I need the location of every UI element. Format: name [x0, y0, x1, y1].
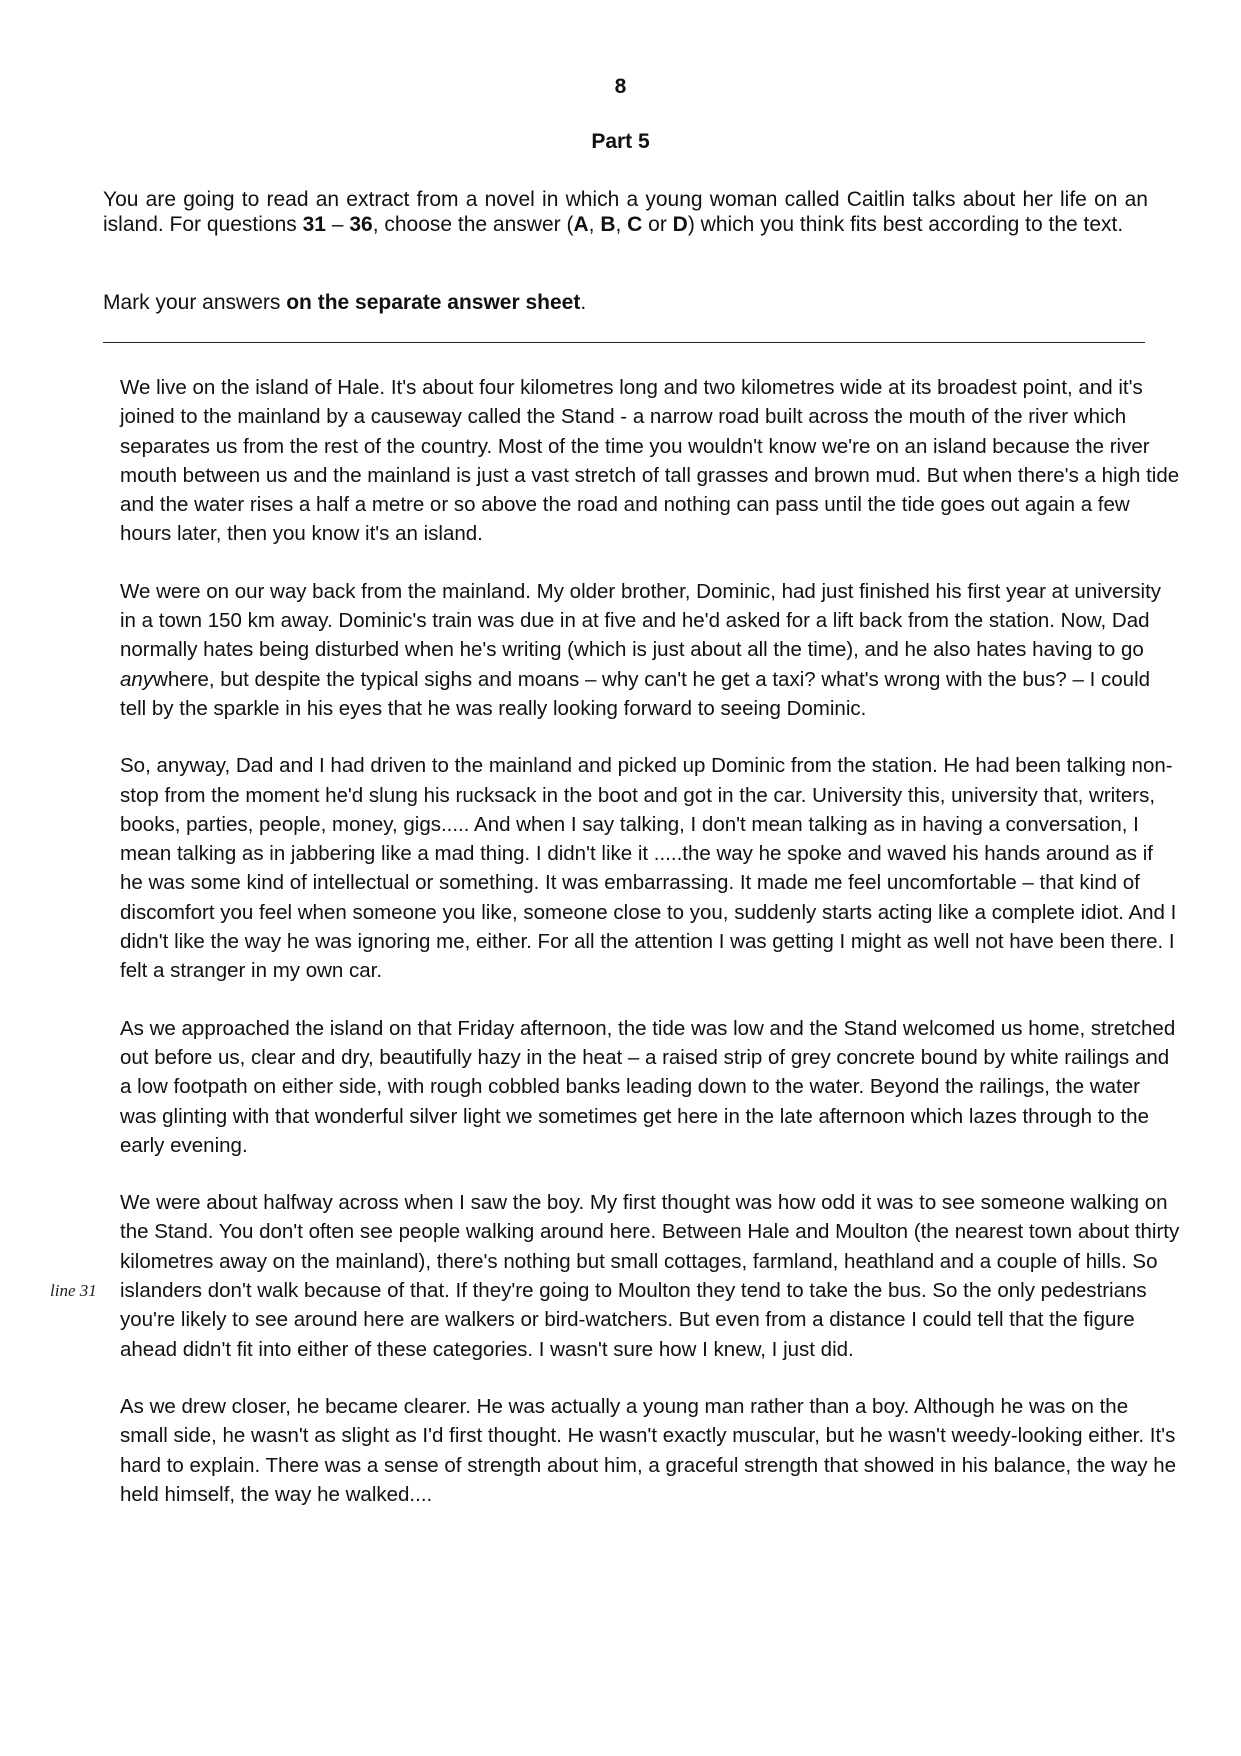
page-number: 8	[614, 75, 627, 98]
mark-bold: on the separate answer sheet	[286, 291, 581, 314]
separator: ,	[588, 213, 601, 236]
mark-suffix: .	[580, 291, 587, 314]
line-marker: line 31	[50, 1281, 97, 1301]
instructions	[103, 187, 1148, 237]
separator: or	[642, 213, 673, 236]
divider	[103, 342, 1145, 343]
paragraph-2-part-b: where, but despite the typical sighs and moans – why can't he get a taxi? what's wrong with the bus? – I could tell by the sparkle in his eyes that he was really looking forward to seeing Dominic.	[120, 667, 1151, 720]
question-start: 31	[302, 213, 326, 236]
instructions-intro: You are going to read an extract from a novel in which a young woman called Caitlin talks about her life on an island. For questions	[103, 188, 1148, 236]
instructions-choose: , choose the answer (	[372, 213, 574, 236]
part-title: Part 5	[591, 130, 650, 153]
paragraph-5-text: We were about halfway across when I saw the boy. My first thought was how odd it was to see someone walking on the Stand. You don't often see people walking around here. Between Hale and Moulton (the nearest town about thirty kilometres away on the mainland), there's nothing but small cottages, farmland, heathland and a couple of hills. So islanders don't walk because of that. If they're going to Moulton they tend to take the bus. So the only pedestrians you're likely to see around here are walkers or bird-watchers. But even from a distance I could tell that the figure ahead didn't fit into either of these categories. I wasn't sure how I knew, I just did.	[120, 1191, 1180, 1361]
mark-answers-note	[103, 290, 1148, 315]
separator: ,	[615, 213, 628, 236]
paragraph-2	[120, 577, 1180, 723]
mark-prefix: Mark your answers	[103, 291, 287, 314]
paragraph-5	[50, 1188, 1180, 1364]
instructions-text	[103, 187, 1148, 237]
question-dash: –	[325, 213, 350, 236]
question-end: 36	[349, 213, 373, 236]
option-c: C	[627, 213, 643, 236]
paragraph-3: So, anyway, Dad and I had driven to the mainland and picked up Dominic from the station. He had been talking non-stop from the moment he'd slung his rucksack in the boot and got in the car. University this, university that, writers, books, parties, people, money, gigs..... And when I say talking, I don't mean talking as in having a conversation, I mean talking as in jabbering like a mad thing. I didn't like it .....the way he spoke and waved his hands around as if he was some kind of intellectual or something. It was embarrassing. It made me feel uncomfortable – that kind of discomfort you feel when someone you like, someone close to you, suddenly starts acting like a complete idiot. And I didn't like the way he was ignoring me, either. For all the attention I was getting I might as well not have been there. I felt a stranger in my own car.	[120, 754, 1177, 983]
option-d: D	[672, 213, 688, 236]
paragraph-6: As we drew closer, he became clearer. He was actually a young man rather than a boy. Although he was on the small side, he wasn't as slight as I'd first thought. He wasn't exactly muscular, but he wasn't weedy-looking either. It's hard to explain. There was a sense of strength about him, a graceful strength that showed in his balance, the way he held himself, the way he walked....	[120, 1394, 1177, 1506]
instructions-tail: ) which you think fits best according to the text.	[687, 213, 1124, 236]
paragraph-1: We live on the island of Hale. It's about four kilometres long and two kilometres wide at its broadest point, and it's joined to the mainland by a causeway called the Stand - a narrow road built across the mouth of the river which separates us from the rest of the country. Most of the time you wouldn't know we're on an island because the river mouth between us and the mainland is just a vast stretch of tall grasses and brown mud. But when there's a high tide and the water rises a half a metre or so above the road and nothing can pass until the tide goes out again a few hours later, then you know it's an island.	[120, 376, 1180, 546]
paragraph-2-part-a: We were on our way back from the mainland. My older brother, Dominic, had just finished his first year at university in a town 150 km away. Dominic's train was due in at five and he'd asked for a lift back from the station. Now, Dad normally hates being disturbed when he's writing (which is just about all the time), and he also hates having to go	[120, 579, 1162, 662]
option-a: A	[573, 213, 589, 236]
option-b: B	[600, 213, 616, 236]
reading-passage	[50, 373, 1180, 1537]
paragraph-4: As we approached the island on that Friday afternoon, the tide was low and the Stand welcomed us home, stretched out before us, clear and dry, beautifully hazy in the heat – a raised strip of grey concrete bound by white railings and a low footpath on either side, with rough cobbled banks leading down to the water. Beyond the railings, the water was glinting with that wonderful silver light we sometimes get here in the late afternoon which lazes through to the early evening.	[120, 1016, 1176, 1157]
emphasis-any: any	[120, 667, 154, 691]
